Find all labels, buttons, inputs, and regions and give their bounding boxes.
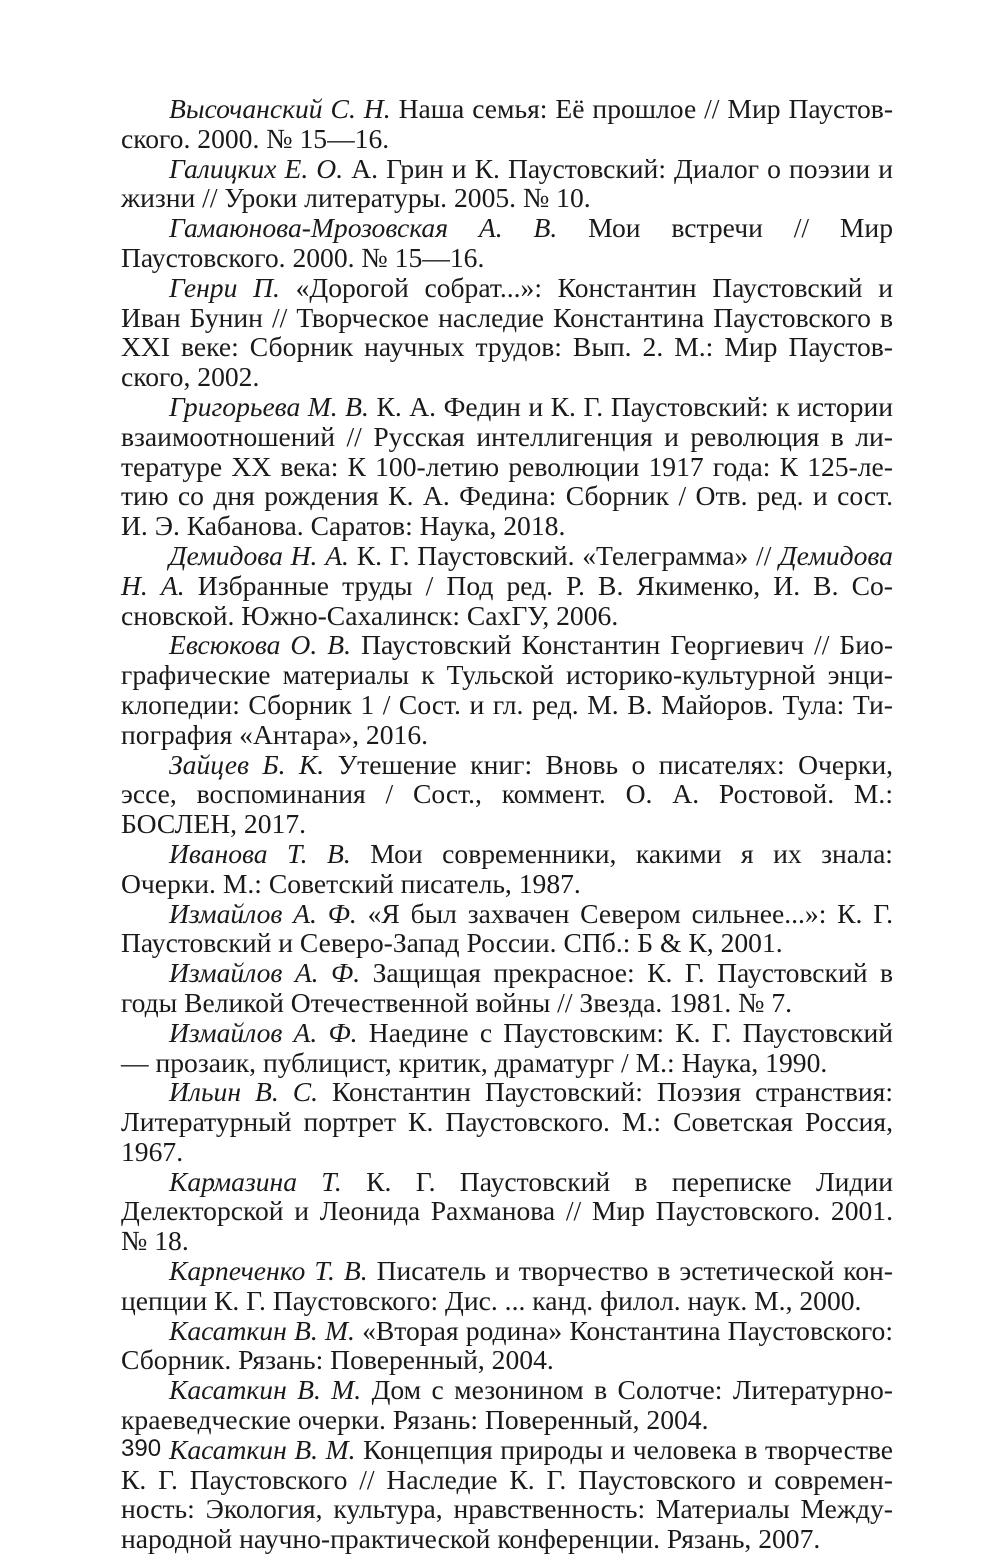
entry-author: Карпеченко Т. В. xyxy=(169,1255,368,1287)
entry-text: Наша семья: Её прошлое // Мир Паустовского. 2000. № 15—16. xyxy=(121,93,894,154)
entry-author: Измайлов А. Ф. xyxy=(169,957,361,989)
entry-author: Евсюкова О. В. xyxy=(169,629,352,661)
entry-text: «Дорогой собрат...»: Константин Паустовский и Иван Бунин // Творческое наследие Константина Паустовского в XXI веке: Сборник научных трудов: Вып. 2. М.: Мир Паустовского, 2002. xyxy=(121,271,893,393)
entry-text: Мои встречи // Мир Паустовского. 2000. № 15—16. xyxy=(121,212,893,273)
entry-author: Иванова Т. В. xyxy=(169,837,351,869)
bibliography-entry xyxy=(121,1375,893,1435)
entry-author: Генри П. xyxy=(169,271,280,303)
entry-author: Измайлов А. Ф. xyxy=(169,1016,358,1048)
bibliography-entry xyxy=(121,1256,893,1316)
entry-author: Касаткин В. М. xyxy=(169,1374,362,1406)
entry-text: К. А. Федин и К. Г. Паустовский: к истории взаимоотношений // Русская интеллигенция и революция в литературе XX века: К 100-летию революции 1917 года: К 125-летию со дня рождения К. А. Федина: Сборник / Отв. ред. и сост. И. Э. Кабанова. Саратов: Наука, 2018. xyxy=(121,390,893,542)
entry-text-secondary: Избранные труды / Под ред. Р. В. Якименко, И. В. Сосновской. Южно-Сахалинск: СахГУ, 2006. xyxy=(121,569,893,631)
bibliography-entry xyxy=(121,1018,893,1078)
entry-author: Кармазина Т. xyxy=(169,1165,342,1197)
entry-author: Касаткин В. М. xyxy=(169,1314,355,1346)
bibliography-entry xyxy=(121,750,893,839)
bibliography-entry xyxy=(121,1316,893,1376)
entry-text: Утешение книг: Вновь о писателях: Очерки, эссе, воспоминания / Сост., коммент. О. А. Ростовой. М.: БОСЛЕН, 2017. xyxy=(121,748,893,840)
bibliography-entry xyxy=(121,958,893,1018)
entry-author: Галицких Е. О. xyxy=(169,152,344,184)
page-number: 390 xyxy=(121,1435,162,1462)
entry-text: К. Г. Паустовский в переписке Лидии Делекторской и Леонида Рахманова // Мир Паустовского. 2001. № 18. xyxy=(121,1165,894,1257)
entry-author: Григорьева М. В. xyxy=(169,390,369,422)
entry-author: Демидова Н. А. xyxy=(169,539,349,571)
entry-author: Касаткин В. М. xyxy=(169,1433,356,1465)
entry-text: Паустовский Константин Георгиевич // Биографические материалы к Тульской историко-культурной энциклопедии: Сборник 1 / Сост. и гл. ред. М. В. Майоров. Тула: Типография «Антара», 2016. xyxy=(121,629,894,750)
entry-author: Высочанский С. Н. xyxy=(169,93,391,124)
entry-author: Гамаюнова-Мрозовская А. В. xyxy=(169,212,558,244)
bibliography-entry xyxy=(121,541,893,630)
entry-text: Концепция природы и человека в творчестве К. Г. Паустовского // Наследие К. Г. Паустовского и современность: Экология, культура, нравственность: Материалы Международной научно-практической конференции. Рязань, 2007. xyxy=(121,1433,893,1555)
bibliography-entry xyxy=(121,630,893,749)
entry-text: Дом с мезонином в Солотче: Литературно-краеведческие очерки. Рязань: Поверенный, 2004. xyxy=(121,1374,893,1436)
bibliography-entry xyxy=(121,213,893,273)
entry-text: «Я был захвачен Севером сильнее...»: К. Г. Паустовский и Северо-Запад России. СПб.: Б & К, 2001. xyxy=(121,897,893,959)
entry-text: Константин Паустовский: Поэзия странствия: Литературный портрет К. Паустовского. М.: Советская Россия, 1967. xyxy=(121,1076,894,1167)
entry-text: А. Грин и К. Паустовский: Диалог о поэзии и жизни // Уроки литературы. 2005. № 10. xyxy=(121,152,893,214)
entry-text: К. Г. Паустовский. «Телеграмма» // xyxy=(348,539,780,571)
bibliography-entry xyxy=(121,839,893,899)
entry-text: Писатель и творчество в эстетической концепции К. Г. Паустовского: Дис. ... канд. филол. наук. М., 2000. xyxy=(121,1255,893,1316)
entry-text: «Вторая родина» Константина Паустовского: Сборник. Рязань: Поверенный, 2004. xyxy=(121,1314,893,1376)
bibliography-entry xyxy=(121,1167,893,1256)
entry-text: Мои современники, какими я их знала: Очерки. М.: Советский писатель, 1987. xyxy=(121,837,893,899)
entry-text: Наедине с Паустовским: К. Г. Паустовский — прозаик, публицист, критик, драматург / М.: Наука, 1990. xyxy=(121,1016,893,1078)
bibliography-entry xyxy=(121,94,893,154)
bibliography-list xyxy=(121,94,893,1554)
entry-author-secondary: Демидова Н. А. xyxy=(121,539,893,601)
bibliography-entry xyxy=(121,273,893,392)
entry-author: Измайлов А. Ф. xyxy=(169,897,357,929)
bibliography-entry xyxy=(121,1077,893,1166)
bibliography-entry xyxy=(121,154,893,214)
entry-text: Защищая прекрасное: К. Г. Паустовский в годы Великой Отечественной войны // Звезда. 1981. № 7. xyxy=(121,957,893,1018)
bibliography-entry xyxy=(121,899,893,959)
entry-author: Ильин В. С. xyxy=(169,1076,319,1108)
bibliography-entry xyxy=(121,1435,893,1554)
bibliography-entry xyxy=(121,392,893,541)
entry-author: Зайцев Б. К. xyxy=(169,748,325,780)
